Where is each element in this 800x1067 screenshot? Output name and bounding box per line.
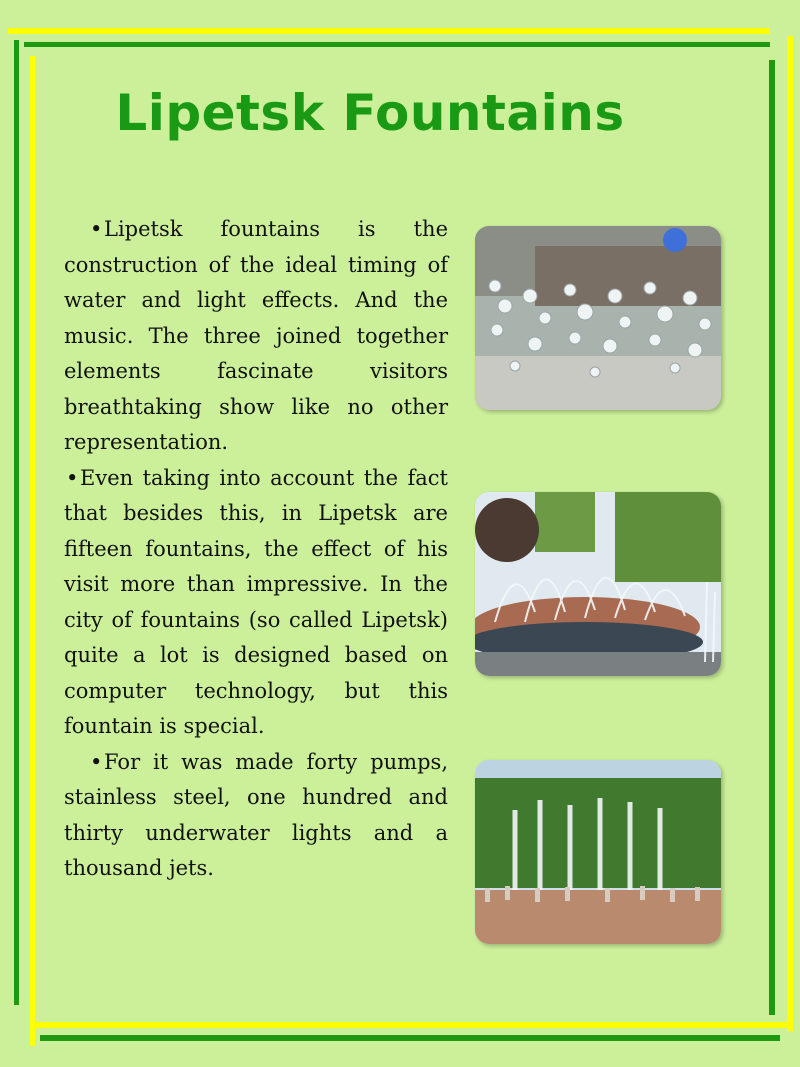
page-title: Lipetsk Fountains <box>115 84 625 142</box>
bullet-2: • <box>66 465 79 490</box>
frame-top-green <box>24 42 770 47</box>
frame-right-green <box>769 60 775 1015</box>
bullet-1: • <box>90 217 103 241</box>
fountain-jets-photo <box>475 226 721 410</box>
fountain-sphere-photo <box>475 492 721 676</box>
frame-left-green <box>14 40 19 1005</box>
paragraph-1 <box>64 212 448 461</box>
frame-left-yellow <box>30 56 35 1046</box>
fountain-crowd-photo <box>475 760 721 944</box>
frame-top-yellow <box>8 28 770 34</box>
paragraph-3 <box>64 745 448 887</box>
text-content <box>64 212 448 887</box>
frame-bottom-green <box>40 1035 780 1041</box>
paragraph-2 <box>64 461 448 745</box>
frame-right-yellow <box>787 36 793 1031</box>
paragraph-1-text: Lipetsk fountains is the construction of the ideal timing of water and light effects. And the music. The three joined together elements fascinate visitors breathtaking show like no other representation. <box>64 217 448 454</box>
paragraph-2-text: Even taking into account the fact that besides this, in Lipetsk are fifteen fountains, the effect of his visit more than impressive. In the city of fountains (so called Lipetsk) quite a lot is designed based on computer technology, but this fountain is special. <box>64 465 448 738</box>
bullet-3: • <box>90 749 103 774</box>
frame-bottom-yellow <box>36 1022 791 1028</box>
paragraph-3-text: For it was made forty pumps, stainless steel, one hundred and thirty underwater lights and a thousand jets. <box>64 749 448 880</box>
